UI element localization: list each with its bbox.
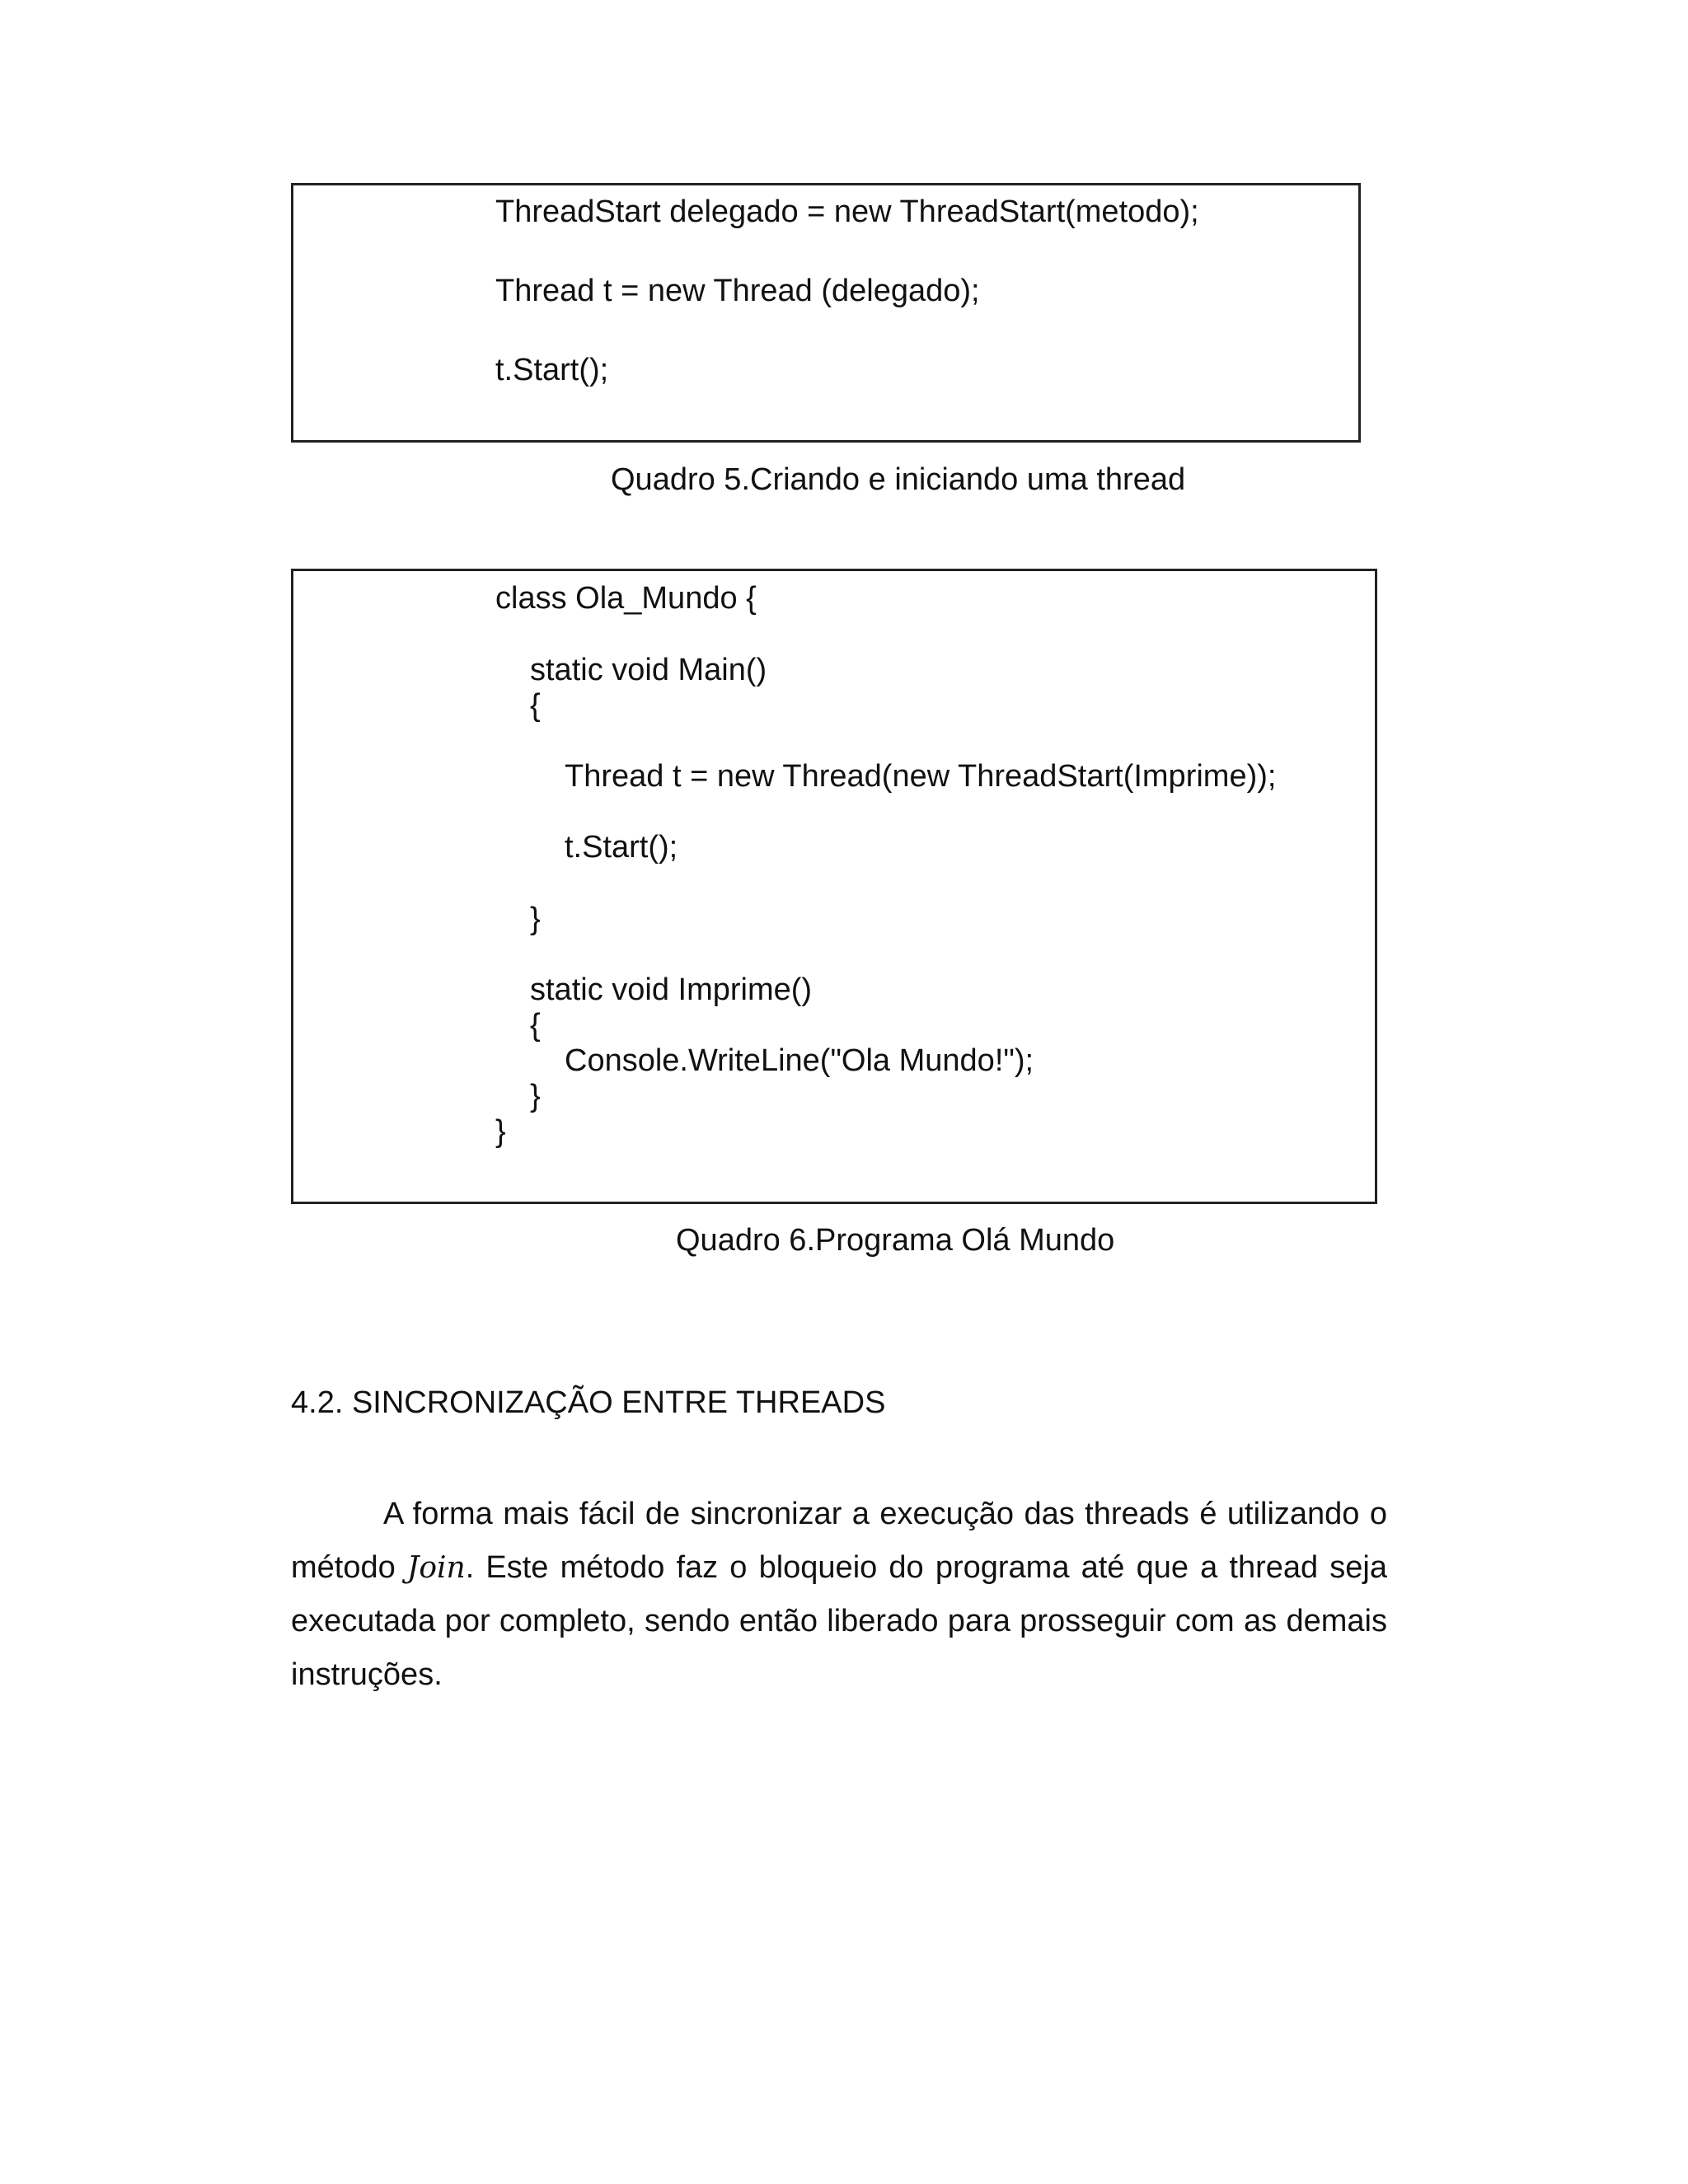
code-line: } [530,1079,541,1113]
section-heading: 4.2. SINCRONIZAÇÃO ENTRE THREADS [291,1385,886,1420]
code-line: static void Main() [530,653,767,687]
code-line: ThreadStart delegado = new ThreadStart(metodo); [495,194,1199,229]
paragraph-text: A forma mais fácil de sincronizar a execução das threads é utilizando o método [291,1497,1387,1585]
code-box-quadro-6 [291,569,1377,1204]
code-line: } [530,902,541,936]
code-line: } [495,1114,506,1149]
code-line: Thread t = new Thread (delegado); [495,274,980,308]
code-line: static void Imprime() [530,972,813,1007]
code-line: t.Start(); [495,353,609,387]
code-line: t.Start(); [565,830,678,865]
code-line: class Ola_Mundo { [495,581,757,616]
caption-quadro-6: Quadro 6.Programa Olá Mundo [676,1223,1115,1258]
paragraph-text: . Este método faz o bloqueio do programa até que a thread seja executada por completo, sendo então liberado para prosseguir com as demais instruções. [291,1550,1387,1692]
body-paragraph [291,1488,1387,1702]
code-line: { [530,688,541,723]
code-line: Console.WriteLine("Ola Mundo!"); [565,1043,1034,1078]
code-line: { [530,1008,541,1043]
join-method-name: Join [406,1551,466,1585]
code-line: Thread t = new Thread(new ThreadStart(Imprime)); [565,759,1277,794]
caption-quadro-5: Quadro 5.Criando e iniciando uma thread [611,462,1186,497]
